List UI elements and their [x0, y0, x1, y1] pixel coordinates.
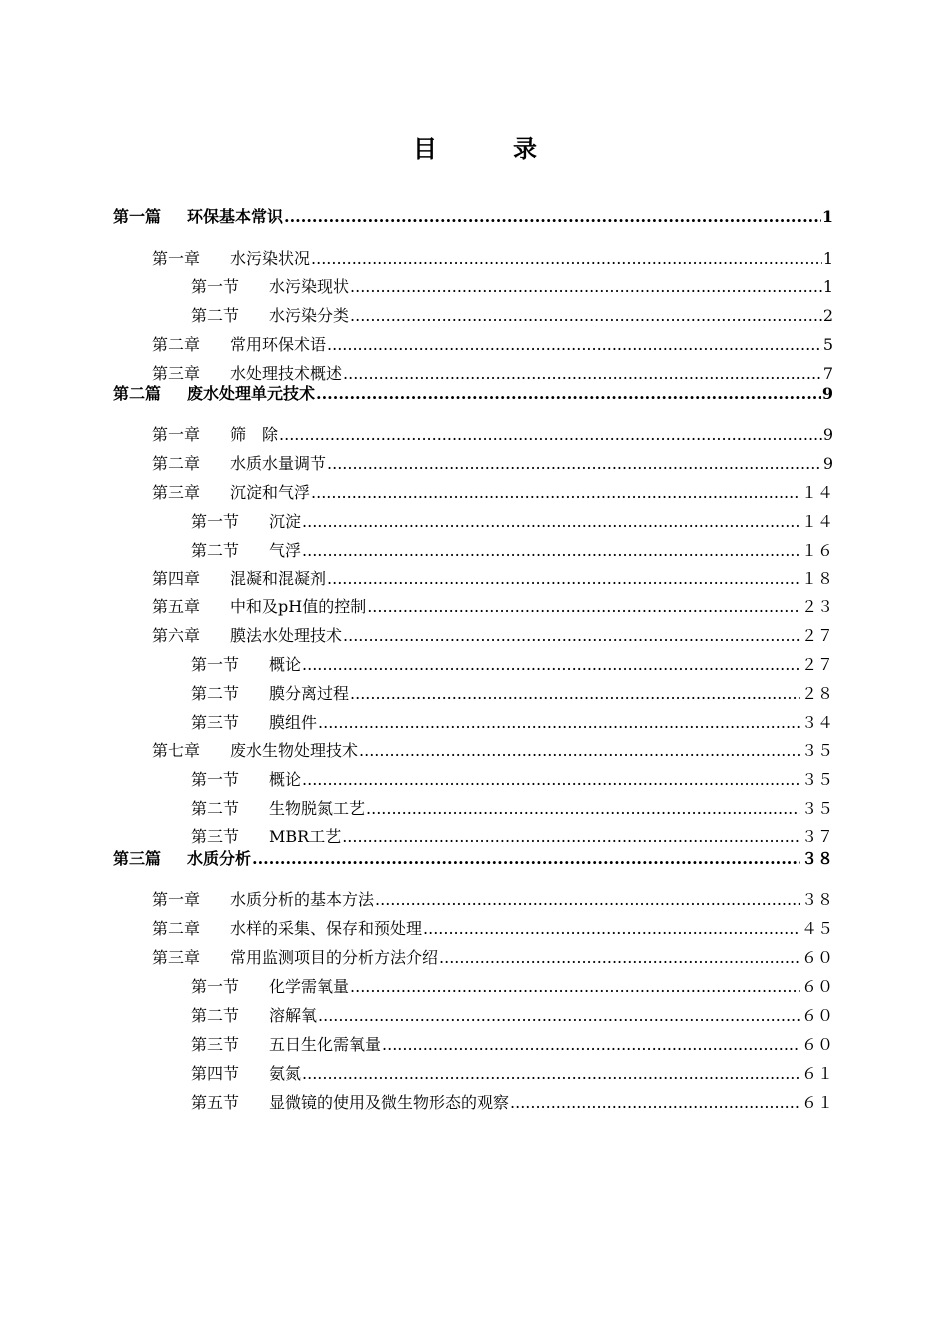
toc-entry-title: MBR工艺 [269, 827, 342, 846]
toc-entry-title: 废水生物处理技术 [230, 741, 359, 760]
toc-entry-page: ２８ [800, 684, 833, 703]
toc-entry-page: ３４ [800, 713, 833, 732]
toc-dot-leader [342, 825, 800, 849]
toc-entry[interactable] [152, 567, 833, 591]
toc-entry[interactable] [191, 825, 833, 849]
toc-dot-leader [343, 624, 800, 648]
toc-entry[interactable] [191, 510, 833, 534]
toc-entry-title: 溶解氧 [269, 1006, 318, 1025]
toc-entry-page: ２７ [800, 626, 833, 645]
toc-entry[interactable] [152, 595, 833, 619]
toc-entry-title: 沉淀 [269, 512, 302, 531]
toc-entry-page: 7 [822, 364, 833, 383]
toc-entry-page: 9 [822, 425, 833, 444]
toc-entry[interactable] [191, 1091, 833, 1115]
toc-entry-title: 膜分离过程 [269, 684, 350, 703]
page-title: 目 录 [413, 134, 563, 163]
toc-entry[interactable] [152, 247, 833, 271]
toc-dot-leader [318, 711, 800, 735]
toc-entry-page: ３５ [800, 799, 833, 818]
toc-entry-page: 1 [822, 277, 833, 296]
toc-entry-page: 2 [822, 306, 833, 325]
toc-dot-leader [284, 205, 821, 229]
toc-entry-title: 水污染分类 [269, 306, 350, 325]
toc-entry-title: 生物脱氮工艺 [269, 799, 366, 818]
toc-dot-leader [439, 946, 800, 970]
toc-entry-title: 概论 [269, 655, 302, 674]
toc-entry-title: 水质分析的基本方法 [230, 890, 375, 909]
toc-dot-leader [279, 423, 822, 447]
toc-entry[interactable] [113, 847, 833, 871]
toc-entry-page: ６０ [800, 1035, 833, 1054]
toc-entry-title: 水污染状况 [230, 249, 311, 268]
toc-entry-page: ３５ [800, 770, 833, 789]
toc-entry[interactable] [191, 1004, 833, 1028]
toc-entry-title: 水质水量调节 [230, 454, 327, 473]
toc-entry-label: 第一章 [152, 249, 201, 268]
toc-dot-leader [327, 333, 822, 357]
toc-dot-leader [350, 682, 800, 706]
toc-entry-label: 第一节 [191, 770, 240, 789]
toc-dot-leader [316, 382, 821, 406]
toc-entry[interactable] [191, 653, 833, 677]
toc-entry-label: 第五节 [191, 1093, 240, 1112]
toc-entry-label: 第一节 [191, 277, 240, 296]
toc-dot-leader [311, 247, 822, 271]
toc-entry[interactable] [191, 539, 833, 563]
toc-entry-title: 化学需氧量 [269, 977, 350, 996]
toc-entry-page: ６１ [800, 1093, 833, 1112]
toc-entry[interactable] [152, 946, 833, 970]
toc-entry-page: ６０ [800, 1006, 833, 1025]
toc-entry[interactable] [152, 739, 833, 763]
toc-dot-leader [350, 975, 800, 999]
toc-entry-label: 第二章 [152, 335, 201, 354]
toc-entry-label: 第二篇 [113, 384, 162, 403]
toc-entry-label: 第七章 [152, 741, 201, 760]
toc-entry-title: 混凝和混凝剂 [230, 569, 327, 588]
toc-entry[interactable] [152, 452, 833, 476]
toc-dot-leader [302, 653, 800, 677]
toc-entry-title: 水污染现状 [269, 277, 350, 296]
toc-entry-label: 第二节 [191, 799, 240, 818]
toc-entry-page: ３８ [800, 849, 833, 868]
toc-entry[interactable] [191, 711, 833, 735]
toc-entry-label: 第五章 [152, 597, 201, 616]
toc-entry-page: １８ [800, 569, 833, 588]
toc-entry[interactable] [191, 768, 833, 792]
toc-dot-leader [366, 797, 800, 821]
toc-entry-page: 1 [821, 207, 833, 226]
toc-entry-page: 9 [821, 384, 833, 403]
toc-entry[interactable] [152, 423, 833, 447]
toc-entry[interactable] [191, 797, 833, 821]
toc-entry-title: 水质分析 [187, 849, 252, 868]
toc-entry-label: 第一章 [152, 425, 201, 444]
toc-entry[interactable] [191, 682, 833, 706]
toc-dot-leader [302, 768, 800, 792]
toc-entry[interactable] [113, 205, 833, 229]
toc-entry-page: ６０ [800, 948, 833, 967]
toc-entry[interactable] [191, 275, 833, 299]
toc-entry-label: 第三章 [152, 948, 201, 967]
toc-entry-label: 第一节 [191, 512, 240, 531]
toc-entry-page: ３５ [800, 741, 833, 760]
toc-entry-label: 第二节 [191, 306, 240, 325]
toc-entry-title: 环保基本常识 [187, 207, 284, 226]
toc-entry-page: １４ [800, 483, 833, 502]
toc-entry-label: 第四章 [152, 569, 201, 588]
toc-entry-label: 第二节 [191, 684, 240, 703]
toc-entry-title: 气浮 [269, 541, 302, 560]
toc-entry-label: 第二章 [152, 919, 201, 938]
toc-entry-label: 第一篇 [113, 207, 162, 226]
toc-dot-leader [318, 1004, 800, 1028]
toc-entry-label: 第二章 [152, 454, 201, 473]
toc-dot-leader [359, 739, 800, 763]
toc-entry-label: 第三章 [152, 483, 201, 502]
toc-dot-leader [302, 510, 800, 534]
toc-entry[interactable] [152, 333, 833, 357]
toc-entry-page: ２３ [800, 597, 833, 616]
toc-entry[interactable] [191, 1033, 833, 1057]
toc-entry-page: ４５ [800, 919, 833, 938]
toc-dot-leader [311, 481, 800, 505]
toc-entry-title: 常用环保术语 [230, 335, 327, 354]
toc-dot-leader [252, 847, 800, 871]
toc-entry-title: 膜法水处理技术 [230, 626, 343, 645]
toc-entry-title: 显微镜的使用及微生物形态的观察 [269, 1093, 510, 1112]
toc-entry-label: 第三章 [152, 364, 201, 383]
toc-entry-label: 第二节 [191, 1006, 240, 1025]
toc-entry-page: ３８ [800, 890, 833, 909]
toc-entry-label: 第一节 [191, 655, 240, 674]
toc-entry-page: １６ [800, 541, 833, 560]
toc-entry-title: 沉淀和气浮 [230, 483, 311, 502]
toc-entry[interactable] [152, 624, 833, 648]
toc-entry-title: 五日生化需氧量 [269, 1035, 382, 1054]
toc-dot-leader [375, 888, 800, 912]
toc-entry[interactable] [152, 888, 833, 912]
toc-entry-page: ６０ [800, 977, 833, 996]
toc-entry-page: ２７ [800, 655, 833, 674]
toc-entry-label: 第三篇 [113, 849, 162, 868]
toc-entry[interactable] [191, 975, 833, 999]
toc-entry-label: 第二节 [191, 541, 240, 560]
toc-dot-leader [302, 1062, 800, 1086]
toc-dot-leader [350, 304, 822, 328]
toc-entry-title: 概论 [269, 770, 302, 789]
toc-entry[interactable] [191, 304, 833, 328]
toc-dot-leader [350, 275, 822, 299]
toc-entry-title: 中和及pH值的控制 [230, 597, 367, 616]
toc-dot-leader [423, 917, 800, 941]
toc-entry-page: 1 [822, 249, 833, 268]
toc-entry-title: 筛 除 [230, 425, 279, 444]
toc-entry-page: 9 [822, 454, 833, 473]
toc-entry-label: 第六章 [152, 626, 201, 645]
toc-entry[interactable] [191, 1062, 833, 1086]
toc-entry[interactable] [113, 382, 833, 406]
toc-entry-label: 第三节 [191, 827, 240, 846]
toc-entry-title: 常用监测项目的分析方法介绍 [230, 948, 439, 967]
toc-entry-title: 膜组件 [269, 713, 318, 732]
toc-dot-leader [510, 1091, 800, 1115]
toc-dot-leader [327, 452, 822, 476]
toc-entry[interactable] [152, 481, 833, 505]
toc-entry-label: 第一章 [152, 890, 201, 909]
toc-entry-title: 水处理技术概述 [230, 364, 343, 383]
toc-dot-leader [302, 539, 800, 563]
toc-entry-label: 第三节 [191, 1035, 240, 1054]
toc-entry-page: ３７ [800, 827, 833, 846]
toc-entry-title: 水样的采集、保存和预处理 [230, 919, 423, 938]
toc-entry-page: ６１ [800, 1064, 833, 1083]
toc-entry-label: 第三节 [191, 713, 240, 732]
toc-entry-title: 氨氮 [269, 1064, 302, 1083]
toc-dot-leader [382, 1033, 800, 1057]
toc-entry-title: 废水处理单元技术 [187, 384, 316, 403]
toc-dot-leader [327, 567, 800, 591]
toc-entry-label: 第四节 [191, 1064, 240, 1083]
toc-entry-page: 5 [822, 335, 833, 354]
toc-entry-label: 第一节 [191, 977, 240, 996]
toc-entry[interactable] [152, 917, 833, 941]
toc-entry-page: １４ [800, 512, 833, 531]
toc-dot-leader [367, 595, 800, 619]
